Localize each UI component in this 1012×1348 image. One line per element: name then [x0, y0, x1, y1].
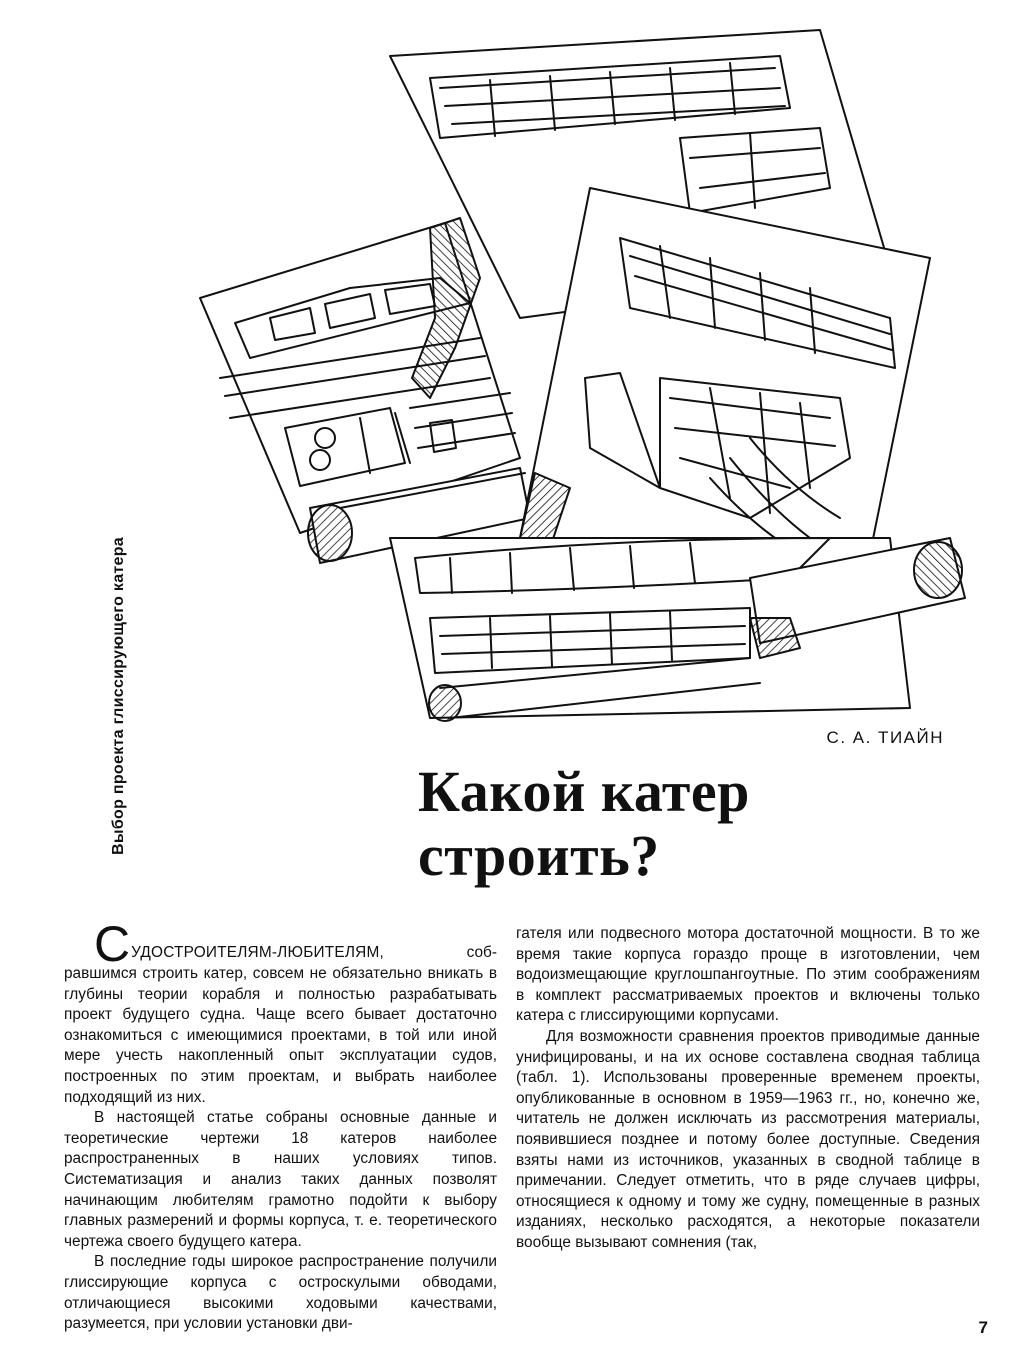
paragraph-3: В последние годы широкое распространение получили глиссирующие корпуса с остроскулыми обводами, отличающиеся высокими ходовыми качествами, разумеется, при условии установки дви- — [64, 1253, 497, 1333]
paragraph-4: гателя или подвесного мотора достаточной мощности. В то же время такие корпуса гораздо проще в изготовлении, чем водоизмещающие круглошпангоутные. По этим соображениям в комплект рассматриваемых проектов и включены только катера с глиссирующими корпусами. — [516, 925, 980, 1025]
article-title: Какой катер строить? — [418, 759, 750, 888]
page-number: 7 — [978, 1318, 988, 1337]
right-text-column — [516, 924, 980, 1254]
lead-rest: соб- — [466, 944, 497, 962]
sheet-left — [200, 218, 530, 563]
section-rubric: Выбор проекта глиссирующего катера — [110, 537, 127, 855]
lead-caps: УДОСТРОИТЕЛЯМ-ЛЮБИТЕЛЯМ, — [131, 944, 384, 962]
author-name: С. А. ТИАЙН — [826, 728, 944, 747]
boat-drawings-illustration-icon — [190, 18, 980, 738]
left-text-column — [64, 916, 497, 1335]
drop-cap: С — [94, 916, 131, 972]
paragraph-2: В настоящей статье собраны основные данные и теоретические чертежи 18 катеров наиболее распространенных в наших условиях типов. Систематизация и анализ таких данных позволят начинающим любителям грамотно подойти к выбору главных размерений и формы корпуса, т. е. теоретического чертежа своего будущего катера. — [64, 1109, 497, 1250]
paragraph-1: равшимся строить катер, совсем не обязательно вникать в глубины теории корабля и полностью разрабатывать проект будущего судна. Чаще всего бывает достаточно ознакомиться с имеющимися проектами, в той или иной мере учесть накопленный опыт эксплуатации судов, построенных по этим проектам, и выбрать наиболее подходящий из них. — [64, 965, 497, 1106]
sheet-bottom — [390, 538, 965, 721]
lead-line — [64, 916, 497, 972]
paragraph-5: Для возможности сравнения проектов приводимые данные унифицированы, и на их основе составлена сводная таблица (табл. 1). Использованы проверенные временем проекты, опубликованные в основном в 1959—1963 гг., но, конечно же, читатель не должен исключать из рассмотрения материалы, появившиеся позднее и потому более доступные. Сведения взяты нами из источников, указанных в сводной таблице в примечании. Следует отметить, что в ряде случаев цифры, относящиеся к одному и тому же судну, помещенные в разных изданиях, несколько расходятся, а некоторые показатели вообще вызывают сомнения (так, — [516, 1027, 980, 1251]
